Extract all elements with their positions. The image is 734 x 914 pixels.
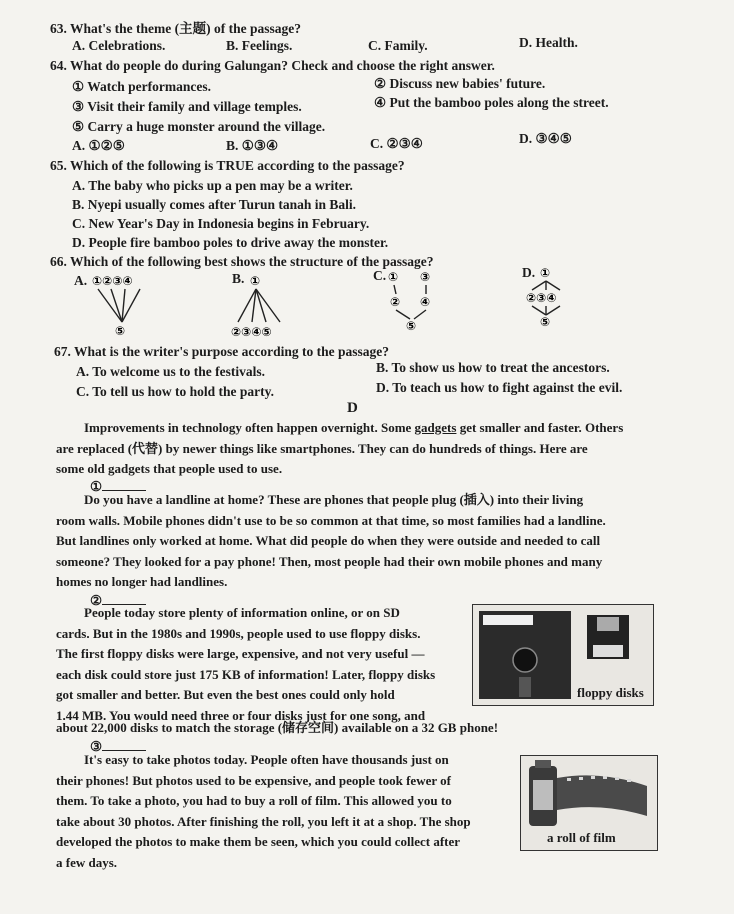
diagram-a-top-node: ①②③④ [92,274,133,288]
film-perforation [579,777,583,780]
q63-option-a[interactable]: A. Celebrations. [72,38,166,53]
s1-line-1: Do you have a landline at home? These are phones that people plug (插入) into their living [84,492,584,507]
s2-line-6: 1.44 MB. You would need three or four disks just for one song, and [56,707,426,723]
film-roll-caption: a roll of film [547,830,616,845]
s2-line-4: each disk could store just 175 KB of information! Later, floppy disks [56,666,436,682]
diagram-a-bottom-node: ⑤ [115,324,126,338]
diagram-d-bottom-node: ⑤ [540,315,551,329]
q65-option-b[interactable]: B. Nyepi usually comes after Turun tanah in Bali. [72,197,357,212]
floppy-label [483,615,533,625]
q67-option-a[interactable]: A. To welcome us to the festivals. [76,364,265,379]
section-3-text [56,750,514,873]
diagram-a-edge [111,289,122,322]
diagram-b-bottom-node: ②③④⑤ [231,325,272,339]
diagram-c-edge [396,310,410,319]
passage-intro [56,418,650,480]
s2-line-2: cards. But in the 1980s and 1990s, people used to use floppy disks. [56,625,421,641]
s1-line-4: someone? They looked for a pay phone! Then, most people had their own mobile phones and many [56,553,603,569]
q64-option-b[interactable]: B. ①③④ [226,138,279,153]
s2-line-3: The first floppy disks were large, expensive, and not very useful — [56,646,425,661]
intro-line-2: are replaced (代替) by newer things like smartphones. They can do hundreds of things. Here are [56,440,588,456]
diagram-b-edge [256,289,280,322]
film-perforation [567,778,571,781]
diagram-c-node-3: ③ [420,270,431,284]
q66-diagram-a [88,270,168,342]
diagram-d-edge [546,281,560,290]
q64-stem: 64. What do people do during Galungan? Check and choose the right answer. [50,58,495,73]
q65-option-d[interactable]: D. People fire bamboo poles to drive away the monster. [72,235,389,250]
film-perforation [591,776,595,779]
q66-stem: 66. Which of the following best shows the structure of the passage? [50,254,434,269]
diagram-c-edge [414,310,426,319]
diagram-b-top-node: ① [250,274,261,288]
q64-item-2: ② Discuss new babies' future. [374,76,546,91]
q67-stem: 67. What is the writer's purpose according to the passage? [54,344,389,359]
q66-diagram-c [380,266,450,342]
q66-option-d[interactable]: D. [522,265,536,280]
q64-item-4: ④ Put the bamboo poles along the street. [374,95,609,110]
s3-line-4: take about 30 photos. After finishing the roll, you left it at a shop. The shop [56,813,471,829]
intro-line-3: some old gadgets that people used to use. [56,461,283,476]
q64-option-c[interactable]: C. ②③④ [370,136,423,151]
film-perforation [615,777,619,780]
q63-option-b[interactable]: B. Feelings. [226,38,293,53]
diagram-d-edge [546,306,560,315]
s3-line-6: a few days. [56,854,118,870]
film-roll-figure [520,755,658,851]
film-strip [557,775,647,816]
floppy-window [519,677,531,697]
diagram-d-edge [532,306,546,315]
q64-item-3: ③ Visit their family and village temples. [72,99,302,114]
q66-diagram-b [228,270,308,342]
diagram-b-edge [256,289,266,322]
q64-option-a[interactable]: A. ①②⑤ [72,138,125,153]
section-2-number: ② [90,593,103,608]
floppy-disks-figure [472,604,654,706]
q66-option-a[interactable]: A. [74,273,88,288]
section-3-number: ③ [90,739,103,754]
floppy-hub [513,648,537,672]
diagram-c-node-2: ② [390,295,401,309]
small-floppy-label [593,645,623,657]
diagram-c-node-1: ① [388,270,399,284]
q67-option-d[interactable]: D. To teach us how to fight against the evil. [376,380,623,395]
s3-line-1: It's easy to take photos today. People often have thousands just on [84,752,449,767]
q64-option-d[interactable]: D. ③④⑤ [519,131,572,146]
q63-option-c[interactable]: C. Family. [368,38,428,53]
q66-option-c[interactable]: C. [373,268,387,283]
s2-line-1: People today store plenty of information online, or on SD [84,605,400,620]
canister-spool [535,760,551,768]
s3-line-5: developed the photos to make them be seen, which you could collect after [56,834,461,849]
diagram-d-edge [532,281,546,290]
floppy-disks-caption: floppy disks [577,685,644,700]
q63-option-d[interactable]: D. Health. [519,35,578,50]
q65-option-c[interactable]: C. New Year's Day in Indonesia begins in February. [72,216,370,231]
q66-option-b[interactable]: B. [232,271,245,286]
diagram-d-mid-nodes: ②③④ [526,291,557,305]
diagram-c-node-4: ④ [420,295,431,309]
s3-line-3: them. To take a photo, you had to buy a roll of film. This allowed you to [56,793,452,808]
s1-line-5: homes no longer had landlines. [56,574,228,589]
film-perforation [627,779,631,782]
s1-line-2: room walls. Mobile phones didn't use to be so common at that time, so most families had a landline. [56,512,606,528]
intro-line-1: Improvements in technology often happen overnight. Some gadgets get smaller and faster. Others [84,420,624,435]
passage-d-title: D [347,400,358,416]
section-1-number: ① [90,479,103,494]
q65-stem: 65. Which of the following is TRUE according to the passage? [50,158,405,173]
s1-line-3: But landlines only worked at home. What did people do when they were outside and needed to call [56,533,601,548]
q64-item-5: ⑤ Carry a huge monster around the village. [72,119,326,134]
diagram-c-node-5: ⑤ [406,319,417,333]
s3-line-2: their phones! But photos used to be expensive, and people took fewer of [56,772,451,788]
q67-option-c[interactable]: C. To tell us how to hold the party. [76,384,275,399]
q63-stem: 63. What's the theme (主题) of the passage? [50,21,301,36]
diagram-a-edge [98,289,122,322]
diagram-d-top-node: ① [540,266,551,280]
s2-line-7: about 22,000 disks to match the storage (储存空间) available on a 32 GB phone! [56,720,499,735]
diagram-c-edge [394,285,396,294]
floppy-shutter [597,617,619,631]
canister-label [533,780,553,810]
underlined-word-gadgets: gadgets [414,420,457,435]
q65-option-a[interactable]: A. The baby who picks up a pen may be a writer. [72,178,353,193]
film-perforation [603,776,607,779]
section-1-text [56,490,650,593]
q64-item-1: ① Watch performances. [72,79,211,94]
q66-diagram-d [522,262,592,340]
section-2-text [56,603,468,726]
q67-option-b[interactable]: B. To show us how to treat the ancestors. [376,360,610,375]
s2-line-5: got smaller and better. But even the best ones could only hold [56,687,395,702]
